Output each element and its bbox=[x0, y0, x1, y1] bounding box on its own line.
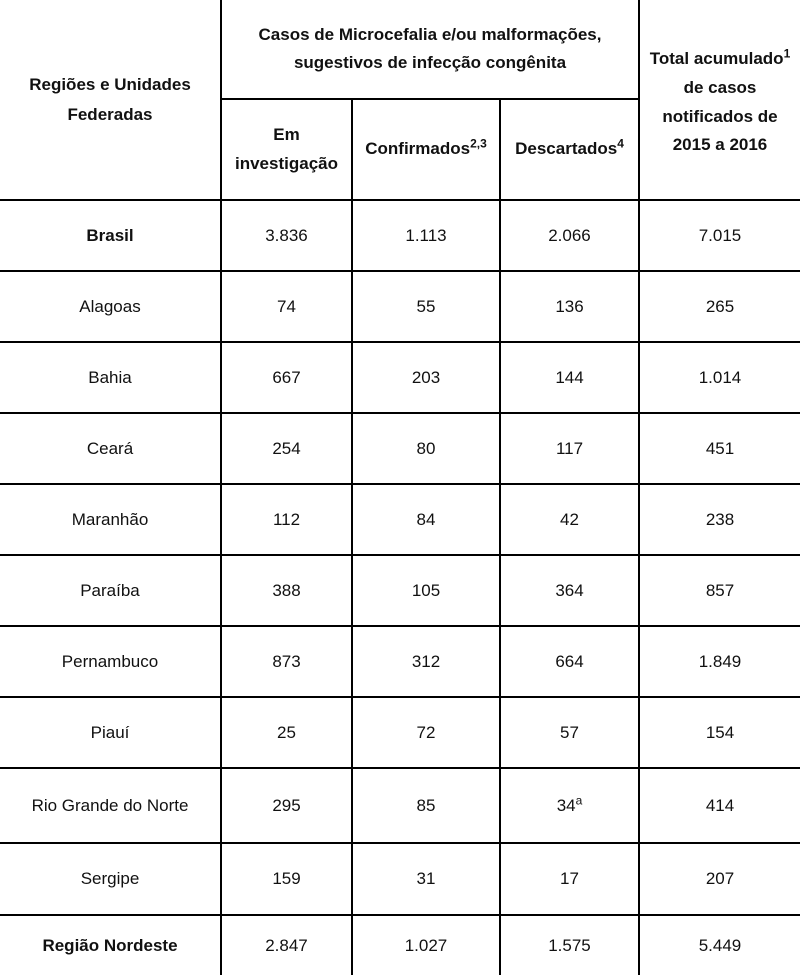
region-cell bbox=[0, 697, 221, 768]
footnote-a-marker: a bbox=[575, 793, 583, 808]
discarded-cell bbox=[500, 484, 639, 555]
region-cell bbox=[0, 555, 221, 626]
discarded-cell bbox=[500, 768, 639, 843]
investigation-cell bbox=[221, 413, 352, 484]
region-cell-value: Brasil bbox=[86, 225, 134, 245]
investigation-cell bbox=[221, 484, 352, 555]
discarded-cell-value: 2.066 bbox=[548, 225, 591, 245]
total-cell-value: 7.015 bbox=[698, 225, 742, 245]
investigation-cell bbox=[221, 271, 352, 342]
region-cell-value: Alagoas bbox=[79, 296, 141, 316]
investigation-cell-value: 3.836 bbox=[265, 225, 308, 245]
confirmed-cell-value: 72 bbox=[416, 722, 436, 742]
confirmed-cell bbox=[352, 843, 500, 915]
discarded-cell bbox=[500, 200, 639, 271]
confirmed-cell-value: 55 bbox=[416, 296, 436, 316]
discarded-cell-value: 364 bbox=[555, 580, 584, 600]
region-cell-value: Região Nordeste bbox=[42, 935, 178, 955]
region-column-header: Regiões e Unidades Federadas bbox=[0, 0, 221, 200]
investigation-cell bbox=[221, 697, 352, 768]
table-row bbox=[0, 413, 800, 484]
total-cell bbox=[639, 484, 800, 555]
total-cell-value: 857 bbox=[705, 580, 735, 600]
footnote-1-marker: 1 bbox=[783, 46, 791, 61]
investigation-cell-value: 74 bbox=[277, 296, 296, 316]
confirmed-cell-value: 1.027 bbox=[404, 935, 448, 955]
confirmed-cell-value: 1.113 bbox=[405, 225, 447, 245]
total-cell-value: 265 bbox=[705, 296, 735, 316]
total-cell bbox=[639, 413, 800, 484]
discarded-cell bbox=[500, 413, 639, 484]
discarded-column-header bbox=[500, 99, 639, 200]
confirmed-cell bbox=[352, 200, 500, 271]
investigation-cell-value: 667 bbox=[272, 367, 301, 387]
total-cell-value: 207 bbox=[705, 869, 735, 889]
discarded-cell-value: 1.575 bbox=[548, 935, 591, 955]
total-cell bbox=[639, 555, 800, 626]
total-header-title: Total acumulado bbox=[649, 48, 784, 68]
region-cell-value: Paraíba bbox=[80, 580, 140, 600]
confirmed-cell-value: 105 bbox=[411, 580, 441, 600]
total-cell-value: 1.849 bbox=[698, 651, 742, 671]
total-cell bbox=[639, 915, 800, 975]
investigation-cell bbox=[221, 915, 352, 975]
table-body bbox=[0, 200, 800, 975]
region-cell bbox=[0, 843, 221, 915]
total-cell-value: 1.014 bbox=[698, 367, 742, 387]
region-cell-value: Pernambuco bbox=[61, 651, 159, 671]
confirmed-column-header bbox=[352, 99, 500, 200]
region-cell-value: Piauí bbox=[90, 722, 130, 742]
confirmed-header-label: Confirmados bbox=[365, 139, 471, 159]
investigation-cell-value: 295 bbox=[272, 795, 301, 815]
table-row bbox=[0, 697, 800, 768]
confirmed-cell-value: 84 bbox=[416, 509, 436, 529]
investigation-cell bbox=[221, 200, 352, 271]
region-cell bbox=[0, 271, 221, 342]
discarded-cell-value: 42 bbox=[560, 509, 579, 529]
discarded-header-label: Descartados bbox=[515, 139, 618, 159]
investigation-cell bbox=[221, 342, 352, 413]
confirmed-cell bbox=[352, 697, 500, 768]
total-cell bbox=[639, 271, 800, 342]
confirmed-cell bbox=[352, 271, 500, 342]
confirmed-cell bbox=[352, 626, 500, 697]
discarded-cell-value: 57 bbox=[560, 722, 579, 742]
cases-group-header: Casos de Microcefalia e/ou malformações, sugestivos de infecção congênita bbox=[221, 0, 639, 99]
confirmed-cell bbox=[352, 555, 500, 626]
investigation-cell bbox=[221, 626, 352, 697]
total-cell-value: 414 bbox=[705, 795, 735, 815]
investigation-cell-value: 254 bbox=[272, 438, 301, 458]
region-cell bbox=[0, 484, 221, 555]
discarded-cell-value: 17 bbox=[560, 869, 579, 889]
discarded-cell-value: 664 bbox=[555, 651, 584, 671]
discarded-cell bbox=[500, 843, 639, 915]
table-row bbox=[0, 626, 800, 697]
confirmed-cell bbox=[352, 915, 500, 975]
discarded-cell-value: 117 bbox=[555, 438, 584, 458]
discarded-cell bbox=[500, 626, 639, 697]
confirmed-cell bbox=[352, 768, 500, 843]
discarded-cell bbox=[500, 915, 639, 975]
discarded-cell bbox=[500, 271, 639, 342]
table-row bbox=[0, 271, 800, 342]
confirmed-cell-value: 312 bbox=[411, 651, 441, 671]
footnote-4-marker: 4 bbox=[617, 136, 624, 151]
investigation-cell-value: 873 bbox=[272, 651, 301, 671]
discarded-cell-value: 136 bbox=[555, 296, 584, 316]
discarded-cell-value: 34 bbox=[556, 795, 576, 815]
confirmed-cell-value: 85 bbox=[416, 795, 436, 815]
confirmed-cell-value: 80 bbox=[416, 438, 436, 458]
table-row bbox=[0, 342, 800, 413]
region-cell-value: Bahia bbox=[88, 367, 132, 387]
total-cell-value: 451 bbox=[705, 438, 735, 458]
region-cell bbox=[0, 200, 221, 271]
region-cell bbox=[0, 342, 221, 413]
region-cell-value: Rio Grande do Norte bbox=[31, 795, 189, 815]
confirmed-cell bbox=[352, 484, 500, 555]
discarded-cell bbox=[500, 555, 639, 626]
confirmed-cell-value: 31 bbox=[416, 869, 436, 889]
investigation-cell bbox=[221, 555, 352, 626]
region-cell-value: Maranhão bbox=[71, 509, 149, 529]
region-cell bbox=[0, 915, 221, 975]
investigation-cell-value: 2.847 bbox=[265, 935, 308, 955]
discarded-cell bbox=[500, 697, 639, 768]
region-cell bbox=[0, 413, 221, 484]
region-cell-value: Ceará bbox=[86, 438, 134, 458]
region-cell bbox=[0, 626, 221, 697]
total-cell-value: 154 bbox=[705, 722, 735, 742]
investigation-cell-value: 25 bbox=[277, 722, 296, 742]
confirmed-cell-value: 203 bbox=[411, 367, 441, 387]
region-cell bbox=[0, 768, 221, 843]
discarded-cell bbox=[500, 342, 639, 413]
total-cell bbox=[639, 768, 800, 843]
confirmed-cell bbox=[352, 413, 500, 484]
table-row bbox=[0, 915, 800, 975]
region-cell-value: Sergipe bbox=[80, 869, 140, 889]
footnote-2-3-marker: 2,3 bbox=[470, 136, 487, 151]
total-column-header bbox=[639, 0, 800, 200]
total-cell bbox=[639, 697, 800, 768]
table-row bbox=[0, 484, 800, 555]
investigation-cell-value: 388 bbox=[272, 580, 301, 600]
total-cell-value: 238 bbox=[705, 509, 735, 529]
investigation-cell-value: 159 bbox=[272, 869, 301, 889]
investigation-cell bbox=[221, 768, 352, 843]
discarded-cell-value: 144 bbox=[555, 367, 584, 387]
total-cell bbox=[639, 342, 800, 413]
total-cell bbox=[639, 843, 800, 915]
total-cell bbox=[639, 200, 800, 271]
total-cell bbox=[639, 626, 800, 697]
table-row bbox=[0, 555, 800, 626]
total-header-rest: de casos notificados de 2015 a 2016 bbox=[662, 77, 778, 155]
table-row bbox=[0, 200, 800, 271]
investigation-cell-value: 112 bbox=[272, 509, 301, 529]
investigation-cell bbox=[221, 843, 352, 915]
table-row bbox=[0, 768, 800, 843]
total-cell-value: 5.449 bbox=[698, 935, 742, 955]
investigation-column-header: Em investigação bbox=[221, 99, 352, 200]
table-row bbox=[0, 843, 800, 915]
confirmed-cell bbox=[352, 342, 500, 413]
